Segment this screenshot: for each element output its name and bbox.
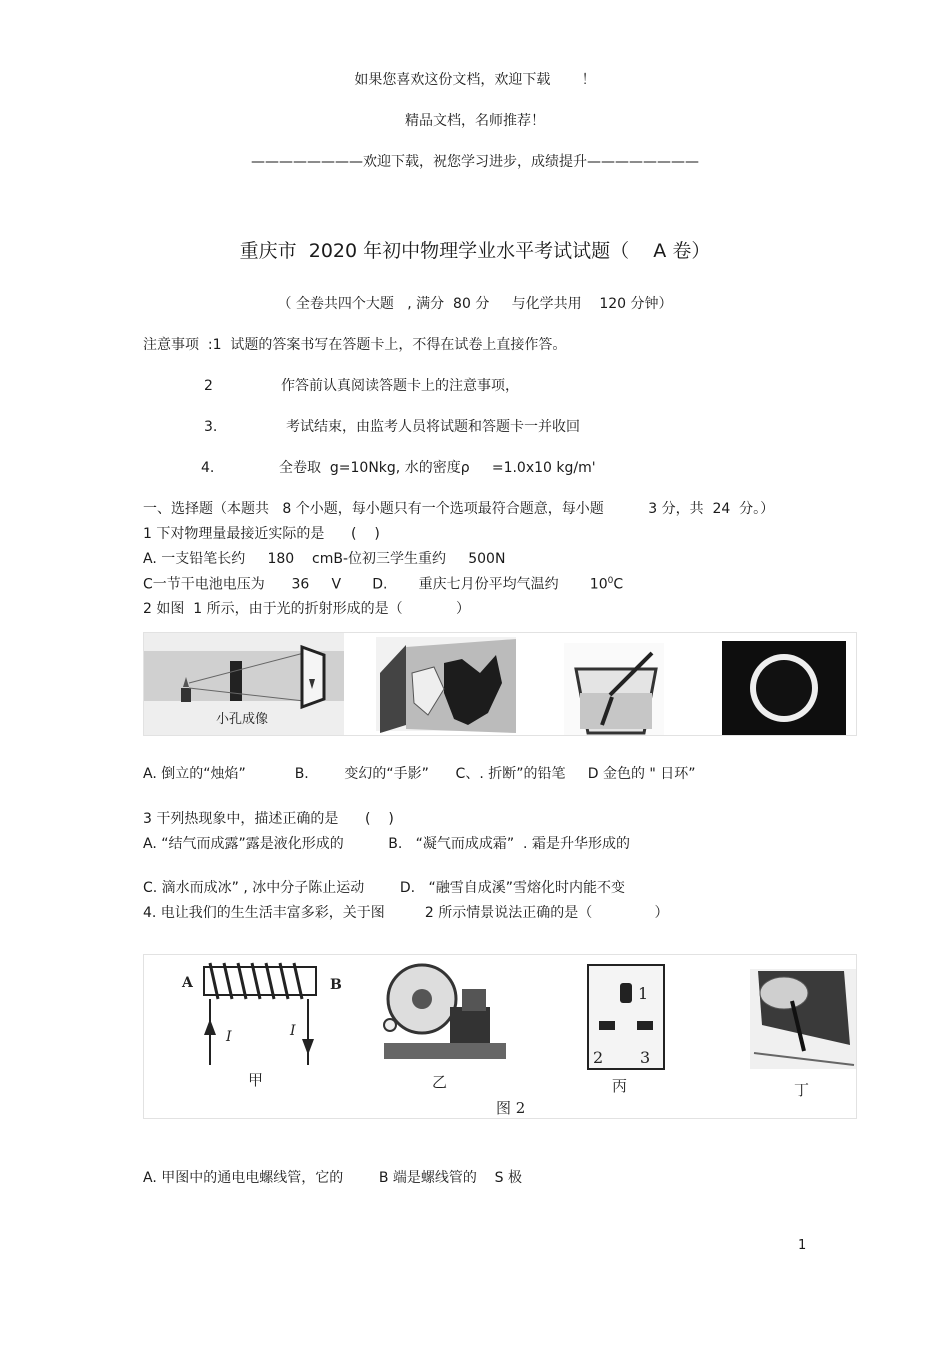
figure-label-yi: 乙 bbox=[432, 1073, 448, 1091]
section-heading: 一、选择题（本题共 8 个小题，每小题只有一个选项最符合题意，每小题 3 分，共 24 分。） bbox=[143, 501, 775, 517]
header-line-1: 如果您喜欢这份文档，欢迎下载 ！ bbox=[354, 72, 596, 88]
socket-pin-2: 2 bbox=[593, 1048, 604, 1067]
exam-title: 重庆市 2020 年初中物理学业水平考试试题（ A 卷） bbox=[239, 240, 711, 262]
exam-subtitle: （ 全卷共四个大题 , 满分 80 分 与化学共用 120 分钟） bbox=[277, 296, 673, 312]
pencil-in-glass-image bbox=[564, 643, 664, 735]
hand-shadow-image bbox=[376, 637, 516, 733]
socket-diagram bbox=[588, 965, 664, 1095]
figure-1 bbox=[143, 632, 857, 736]
q1-stem: 1 下对物理量最接近实际的是 ( ) bbox=[143, 526, 380, 542]
figure-2-caption: 图 2 bbox=[496, 1099, 526, 1117]
note-4-number: 4. bbox=[201, 460, 215, 476]
figure-label-jia: 甲 bbox=[248, 1071, 264, 1089]
q1-options-cd-unit: C bbox=[613, 576, 624, 593]
q3-options-cd: C. 滴水而成冰” , 冰中分子陈止运动 D. “融雪自成溪”雪熔化时内能不变 bbox=[143, 880, 625, 896]
solenoid-label-a: A bbox=[182, 975, 193, 991]
q2-options: A. 倒立的“烛焰” B. 变幻的“手影” C、. 折断”的铅笔 D 金色的 " 日环” bbox=[143, 766, 696, 782]
note-3-number: 3. bbox=[204, 419, 218, 435]
figure-label-ding: 丁 bbox=[794, 1081, 810, 1099]
pinhole-imaging-image bbox=[144, 633, 344, 735]
tester-pen-image bbox=[750, 969, 856, 1099]
current-label-left: I bbox=[226, 1029, 232, 1045]
header-line-2: 精品文档，名师推荐！ bbox=[405, 113, 545, 129]
note-2-text: 作答前认真阅读答题卡上的注意事项， bbox=[281, 378, 519, 394]
note-3-text: 考试结束，由监考人员将试题和答题卡一并收回 bbox=[286, 419, 580, 435]
figure-2 bbox=[143, 954, 857, 1119]
socket-pin-1: 1 bbox=[638, 984, 649, 1003]
generator-image bbox=[384, 965, 506, 1091]
solenoid-diagram bbox=[181, 963, 342, 1089]
current-label-right: I bbox=[290, 1023, 296, 1039]
pinhole-label: 小孔成像 bbox=[216, 712, 269, 727]
figure-label-bing: 丙 bbox=[612, 1077, 628, 1095]
q3-options-ab: A. “结气而成露”露是液化形成的 B. “凝气而成成霜” . 霜是升华形成的 bbox=[143, 836, 630, 852]
page-number: 1 bbox=[798, 1238, 807, 1253]
q1-options-cd-text: C一节干电池电压为 36 V D. 重庆七月份平均气温约 10 bbox=[143, 576, 608, 593]
socket-pin-3: 3 bbox=[640, 1048, 651, 1067]
q1-options-cd bbox=[143, 576, 623, 593]
header-line-3: ————————欢迎下载，祝您学习进步，成绩提升———————— bbox=[251, 154, 699, 170]
note-2-number: 2 bbox=[204, 378, 213, 394]
q4-option-a: A. 甲图中的通电电螺线管，它的 B 端是螺线管的 S 极 bbox=[143, 1170, 523, 1186]
q4-stem: 4. 电让我们的生生活丰富多彩，关于图 2 所示情景说法正确的是（ ） bbox=[143, 905, 669, 921]
annular-eclipse-image bbox=[722, 641, 846, 735]
q3-stem: 3 干列热现象中，描述正确的是 ( ) bbox=[143, 811, 394, 827]
degree-sup: 0 bbox=[607, 576, 614, 586]
note-1: 注意事项 :1 试题的答案书写在答题卡上，不得在试卷上直接作答。 bbox=[143, 337, 567, 353]
note-4-text: 全卷取 g=10Nkg, 水的密度ρ =1.0x10 kg/m' bbox=[279, 460, 596, 476]
q2-stem: 2 如图 1 所示，由于光的折射形成的是（ ） bbox=[143, 601, 471, 617]
solenoid-label-b: B bbox=[330, 977, 342, 993]
q1-options-ab: A. 一支铅笔长约 180 cmB-位初三学生重约 500N bbox=[143, 551, 506, 567]
